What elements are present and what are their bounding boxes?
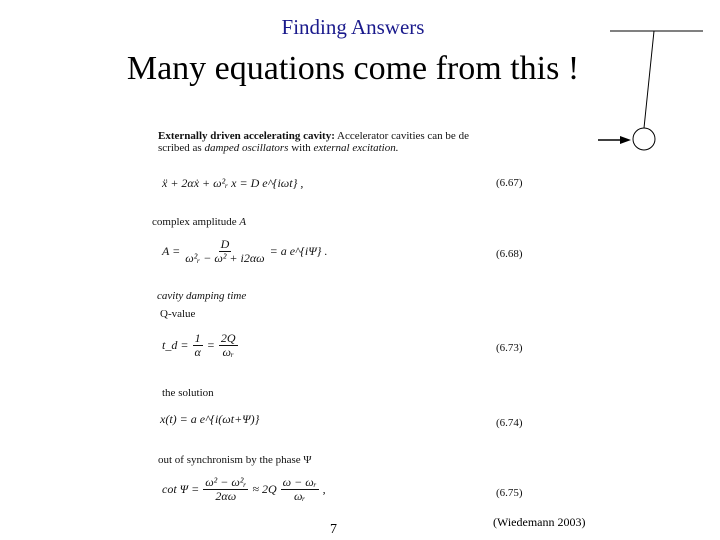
intro-text: Externally driven accelerating cavity: Accelerator cavities can be de scribed as damped oscillators with external excitation. bbox=[158, 130, 469, 154]
equation-number-6-67: (6.67) bbox=[496, 177, 523, 189]
label-damping-time: cavity damping time bbox=[157, 290, 247, 302]
slide-title: Many equations come from this ! bbox=[126, 50, 580, 87]
label-q-value: Q-value bbox=[160, 308, 196, 320]
equation-6-74: x(t) = a e^{i(ωt+Ψ)} bbox=[160, 412, 260, 426]
label-complex-amplitude: complex amplitude A bbox=[152, 216, 247, 228]
slide-header: Finding Answers bbox=[281, 15, 425, 39]
equation-6-67: ẍ + 2αẋ + ω²ᵣ x = D e^{iωt} , bbox=[162, 176, 304, 190]
equation-number-6-73: (6.73) bbox=[496, 342, 523, 354]
equation-number-6-74: (6.74) bbox=[496, 417, 523, 429]
equation-6-73: t_d = $\frac{1}{\alpha}$ = $\frac{2Q}{\text{ωᵣ}}$ bbox=[162, 331, 236, 359]
label-synchronism: out of synchronism by the phase Ψ bbox=[158, 454, 312, 466]
equation-6-75: cot Ψ = $\frac{\text{ω² − ω²ᵣ}}{2\alpha\omega}$ ≈ 2Q $\frac{\text{ω − ωᵣ}}{\text{ωᵣ}}$ , bbox=[162, 475, 326, 503]
citation: (Wiedemann 2003) bbox=[493, 515, 586, 529]
pendulum-string bbox=[644, 31, 654, 128]
arrow-head bbox=[620, 136, 631, 144]
equation-number-6-68: (6.68) bbox=[496, 248, 523, 260]
pendulum-bob bbox=[633, 128, 655, 150]
label-solution: the solution bbox=[162, 387, 214, 399]
equation-6-68: A = $\frac{D}{\text{ω²ᵣ − ω² + i2αω}}$ = a e^{iΨ} . bbox=[162, 237, 328, 265]
equation-number-6-75: (6.75) bbox=[496, 487, 523, 499]
page-number: 7 bbox=[330, 522, 337, 537]
